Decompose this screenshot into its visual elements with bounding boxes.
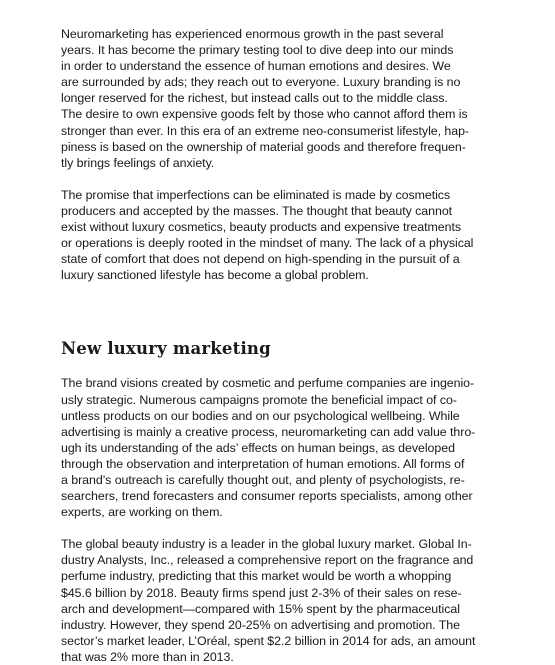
intro-paragraph-1: Neuromarketing has experienced enormous growth in the past several years. It has become the primary testing tool to dive deep into our minds in order to understand the essence of human emotions and desires. We are surrounded by ads; they reach out to everyone. Luxury branding is no longer reserved for the richest, but instead calls out to the middle class. The desire to own expensive goods felt by those who cannot afford them is stronger than ever. In this era of an extreme neo-consumerist lifestyle, hap- piness is based on the ownership of material goods and therefore frequen- tly brings feelings of anxiety. [61,27,469,170]
section-heading: New luxury marketing [61,339,271,359]
document-page [61,26,503,665]
intro-paragraph-2: The promise that imperfections can be eliminated is made by cosmetics producers and accepted by the masses. The thought that beauty cannot exist without luxury cosmetics, beauty products and expensive treatments or operations is deeply rooted in the mindset of many. The lack of a physical state of comfort that does not depend on high-spending in the pursuit of a luxury sanctioned lifestyle has become a global problem. [61,187,474,283]
section-paragraph-2: The global beauty industry is a leader in the global luxury market. Global In- dustry Analysts, Inc., released a comprehensive report on the fragrance and perfume industry, predicting that this market would be worth a whopping $45.6 billion by 2018. Beauty firms spend just 2-3% of their sales on rese- arch and development—compared with 15% spent by the pharmaceutical industry. However, they spend 20-25% on advertising and promotion. The sector’s market leader, L’Oréal, spent $2.2 billion in 2014 for ads, an amount that was 2% more than in 2013. [61,537,476,664]
section-paragraph-1: The brand visions created by cosmetic and perfume companies are ingenio- usly strategic. Numerous campaigns promote the beneficial impact of co- untless products on our bodies and on our psychological wellbeing. While advertising is mainly a creative process, neuromarketing can add value thro- ugh its understanding of the ads’ effects on human beings, as developed through the observation and interpretation of human emotions. All forms of a brand’s outreach is carefully thought out, and plenty of psychologists, re- searchers, trend forecasters and consumer reports specialists, among other experts, are working on them. [61,376,476,520]
